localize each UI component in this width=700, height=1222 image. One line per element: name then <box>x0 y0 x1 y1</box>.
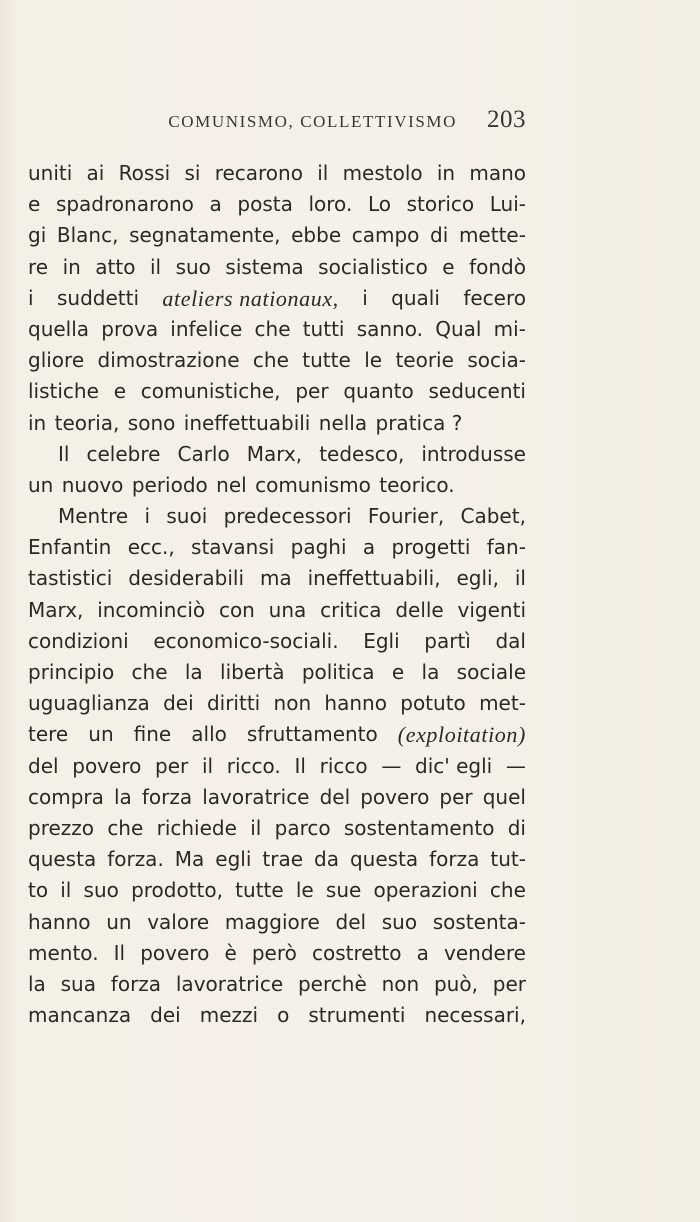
word: loro. <box>308 192 353 217</box>
text-line <box>28 719 526 750</box>
word: del <box>28 753 59 778</box>
word: comunismo <box>255 472 371 497</box>
word: sono <box>127 410 176 435</box>
text-line <box>28 470 526 501</box>
word: Cabet, <box>460 504 526 529</box>
word: sue <box>325 878 362 903</box>
word: Rossi <box>118 161 171 185</box>
word: gi <box>28 223 47 248</box>
word: dimostrazione <box>97 348 240 373</box>
word: sociale <box>456 660 526 684</box>
running-title: COMUNISMO, COLLETTIVISMO <box>168 112 457 131</box>
word: stavansi <box>191 535 275 560</box>
word: e <box>391 660 405 684</box>
word: le <box>364 348 383 373</box>
word: suo <box>381 909 418 934</box>
word: le <box>295 878 314 903</box>
word: del <box>335 909 367 934</box>
word: un <box>28 472 54 497</box>
word: lavoratrice <box>202 784 310 809</box>
word: ricco <box>319 753 368 778</box>
word: i <box>28 285 34 310</box>
word: atto <box>95 254 136 279</box>
word: Il <box>58 441 70 466</box>
body-text <box>28 158 526 1031</box>
word: to <box>28 878 49 903</box>
word: forza <box>110 971 162 996</box>
word: una <box>268 597 307 622</box>
word: Egli <box>363 628 400 653</box>
text-line <box>28 408 526 439</box>
word: re <box>28 254 49 279</box>
word: da <box>314 847 339 872</box>
word: Blanc, <box>56 223 119 248</box>
word: il <box>250 815 262 840</box>
word: ma <box>259 566 292 591</box>
text-line <box>28 345 526 376</box>
word: la <box>184 660 203 684</box>
word: che <box>131 660 168 684</box>
word: uniti <box>28 161 73 185</box>
word: maggiore <box>224 909 320 934</box>
word: mento. <box>28 940 99 965</box>
word: e <box>28 192 41 217</box>
word: libertà <box>220 660 285 684</box>
word: a <box>362 535 376 560</box>
word: suddetti <box>56 285 139 310</box>
word: che <box>489 878 526 903</box>
word: met- <box>479 691 526 716</box>
word: partì <box>424 628 471 653</box>
word: Marx, <box>246 441 303 466</box>
word: mi- <box>493 316 526 341</box>
word: la <box>113 784 132 809</box>
word: un <box>106 909 132 934</box>
word: periodo <box>131 472 208 497</box>
word: suoi <box>166 504 208 529</box>
word: pratica ? <box>375 410 463 435</box>
word: Marx, <box>28 597 84 622</box>
word: teorie <box>395 348 454 373</box>
word: per <box>439 784 473 809</box>
word: quanto <box>343 379 414 404</box>
text-line <box>28 595 526 626</box>
word: mancanza <box>28 1003 132 1028</box>
word: parco <box>274 815 331 840</box>
word: dic' egli <box>415 753 493 778</box>
word: operazioni <box>373 878 478 903</box>
italic-word: ateliers nationaux, <box>162 285 339 311</box>
word: diritti <box>206 691 261 716</box>
word: valore <box>147 909 210 934</box>
word: dal <box>495 628 526 653</box>
word: — <box>505 753 526 778</box>
text-line <box>28 501 526 532</box>
page-number: 203 <box>487 106 526 133</box>
word: con <box>218 597 255 622</box>
word: ricco. <box>226 753 281 778</box>
text-line <box>28 657 526 688</box>
word: quel <box>482 784 526 809</box>
word: si <box>184 161 201 185</box>
word: un <box>88 722 114 747</box>
word: non <box>273 691 312 716</box>
word: costretto <box>312 940 402 965</box>
word: povero <box>72 753 142 778</box>
word: in <box>436 161 456 185</box>
word: fecero <box>463 285 526 310</box>
word: Qual <box>435 316 482 341</box>
word: i <box>144 504 151 529</box>
word: storico <box>406 192 475 217</box>
word: il <box>317 161 329 185</box>
word: povero <box>140 940 210 965</box>
word: tutte <box>302 348 351 373</box>
word: Il <box>113 940 126 965</box>
text-line <box>28 813 526 844</box>
word: — <box>381 753 402 778</box>
word: potuto <box>400 691 466 716</box>
word: di <box>430 223 449 248</box>
word: nel <box>216 472 247 497</box>
word: che <box>252 348 289 373</box>
word: vigenti <box>457 597 526 622</box>
word: la <box>28 971 46 996</box>
word: sanno. <box>356 316 423 341</box>
word: quali <box>391 285 440 310</box>
word: il <box>514 566 526 591</box>
word: i <box>362 285 368 310</box>
word: prodotto, <box>131 878 223 903</box>
word: ineffettuabili <box>183 410 311 435</box>
word: celebre <box>86 441 161 466</box>
word: spadronarono <box>55 192 194 217</box>
word: il <box>149 254 162 279</box>
word: fan- <box>486 535 526 560</box>
word: quella <box>28 316 90 341</box>
word: socia- <box>467 348 526 373</box>
text-line <box>28 875 526 906</box>
word: infelice <box>170 316 243 341</box>
word: mezzi <box>199 1003 259 1028</box>
word: tastistici <box>28 566 113 591</box>
word: comunistiche, <box>140 379 281 404</box>
word: necessari, <box>424 1003 526 1028</box>
text-line <box>28 563 526 594</box>
word: trae <box>262 847 304 872</box>
word: del <box>319 784 351 809</box>
word: compra <box>28 784 104 809</box>
word: Il <box>294 753 306 778</box>
word: questa <box>349 847 419 872</box>
word: hanno <box>324 691 387 716</box>
word: condizioni <box>28 628 129 653</box>
word: critica <box>320 597 382 622</box>
text-line <box>28 439 526 470</box>
text-line <box>28 626 526 657</box>
word: prova <box>101 316 159 341</box>
word: campo <box>351 223 420 248</box>
word: tutte <box>235 878 284 903</box>
word: Lo <box>367 192 391 217</box>
word: economico-sociali. <box>153 628 339 653</box>
word: a <box>209 192 222 217</box>
word: incominciò <box>97 597 206 622</box>
word: ineffettuabili, <box>307 566 441 591</box>
word: sfruttamento <box>246 722 378 747</box>
word: paghi <box>290 535 347 560</box>
word: teoria, <box>54 410 120 435</box>
word: allo <box>191 722 227 747</box>
word: tere <box>28 722 69 747</box>
word: a <box>416 940 429 965</box>
text-line <box>28 314 526 345</box>
word: ai <box>86 161 105 185</box>
word: predecessori <box>223 504 352 529</box>
word: la <box>421 660 440 684</box>
word: sua <box>60 971 96 996</box>
word: suo <box>175 254 211 279</box>
word: nella <box>318 410 368 435</box>
text-line <box>28 189 526 220</box>
word: sistema <box>225 254 304 279</box>
text-line <box>28 782 526 813</box>
text-line <box>28 532 526 563</box>
word: principio <box>28 660 115 684</box>
word: sostentamento <box>343 815 495 840</box>
word: gliore <box>28 348 85 373</box>
word: introdusse <box>421 441 526 466</box>
word: richiede <box>156 815 237 840</box>
word: delle <box>395 597 444 622</box>
word: segnatamente, <box>129 223 281 248</box>
word: o <box>277 1003 290 1028</box>
word: dei <box>150 1003 181 1028</box>
text-line <box>28 376 526 407</box>
word: per <box>155 753 189 778</box>
text-line <box>28 220 526 251</box>
word: ecc., <box>127 535 175 560</box>
word: Enfantin <box>28 535 112 560</box>
word: recarono <box>214 161 303 185</box>
text-line <box>28 969 526 1000</box>
word: in <box>28 410 47 435</box>
text-line <box>28 938 526 969</box>
word: però <box>251 940 297 965</box>
word: perchè <box>297 971 367 996</box>
word: prezzo <box>28 815 95 840</box>
text-line <box>28 283 526 314</box>
word: hanno <box>28 909 91 934</box>
text-line <box>28 688 526 719</box>
text-line <box>28 158 526 189</box>
word: lavoratrice <box>175 971 284 996</box>
word: questa <box>28 847 97 872</box>
word: che <box>107 815 144 840</box>
word: di <box>507 815 526 840</box>
running-head <box>28 106 526 142</box>
word: nuovo <box>61 472 124 497</box>
word: desiderabili <box>128 566 245 591</box>
word: dei <box>163 691 194 716</box>
word: forza. <box>107 847 164 872</box>
word: e <box>113 379 126 404</box>
word: politica <box>301 660 375 684</box>
word: Fourier, <box>367 504 445 529</box>
word: vendere <box>444 940 526 965</box>
word: Lui- <box>489 192 526 217</box>
word: forza <box>141 784 193 809</box>
word: fine <box>133 722 172 747</box>
word: Carlo <box>177 441 230 466</box>
word: in <box>62 254 81 279</box>
text-line <box>28 844 526 875</box>
word: mestolo <box>342 161 423 185</box>
word: listiche <box>28 379 99 404</box>
word: Mentre <box>58 504 129 529</box>
word: progetti <box>391 535 471 560</box>
word: povero <box>360 784 430 809</box>
word: seducenti <box>428 379 526 404</box>
word: tutti <box>302 316 345 341</box>
word: sostenta- <box>432 909 526 934</box>
word: che <box>254 316 291 341</box>
word: Ma <box>174 847 205 872</box>
word: posta <box>237 192 293 217</box>
text-line <box>28 1000 526 1031</box>
word: teorico. <box>379 472 455 497</box>
word: il <box>60 878 72 903</box>
text-line <box>28 907 526 938</box>
word: non <box>381 971 420 996</box>
word: uguaglianza <box>28 691 150 716</box>
italic-word: (exploitation) <box>397 722 526 748</box>
text-line <box>28 252 526 283</box>
word: egli <box>215 847 252 872</box>
word: mano <box>469 161 526 185</box>
word: socialistico <box>318 254 428 279</box>
word: strumenti <box>308 1003 406 1028</box>
word: forza <box>429 847 480 872</box>
word: per <box>295 379 329 404</box>
word: e <box>442 254 455 279</box>
word: tut- <box>490 847 526 872</box>
word: il <box>201 753 214 778</box>
word: per <box>492 971 526 996</box>
word: fondò <box>469 254 526 279</box>
word: è <box>224 940 237 965</box>
word: egli, <box>456 566 499 591</box>
word: tedesco, <box>319 441 405 466</box>
word: suo <box>83 878 119 903</box>
word: ebbe <box>291 223 342 248</box>
word: mette- <box>458 223 526 248</box>
text-line <box>28 751 526 782</box>
word: può, <box>433 971 478 996</box>
